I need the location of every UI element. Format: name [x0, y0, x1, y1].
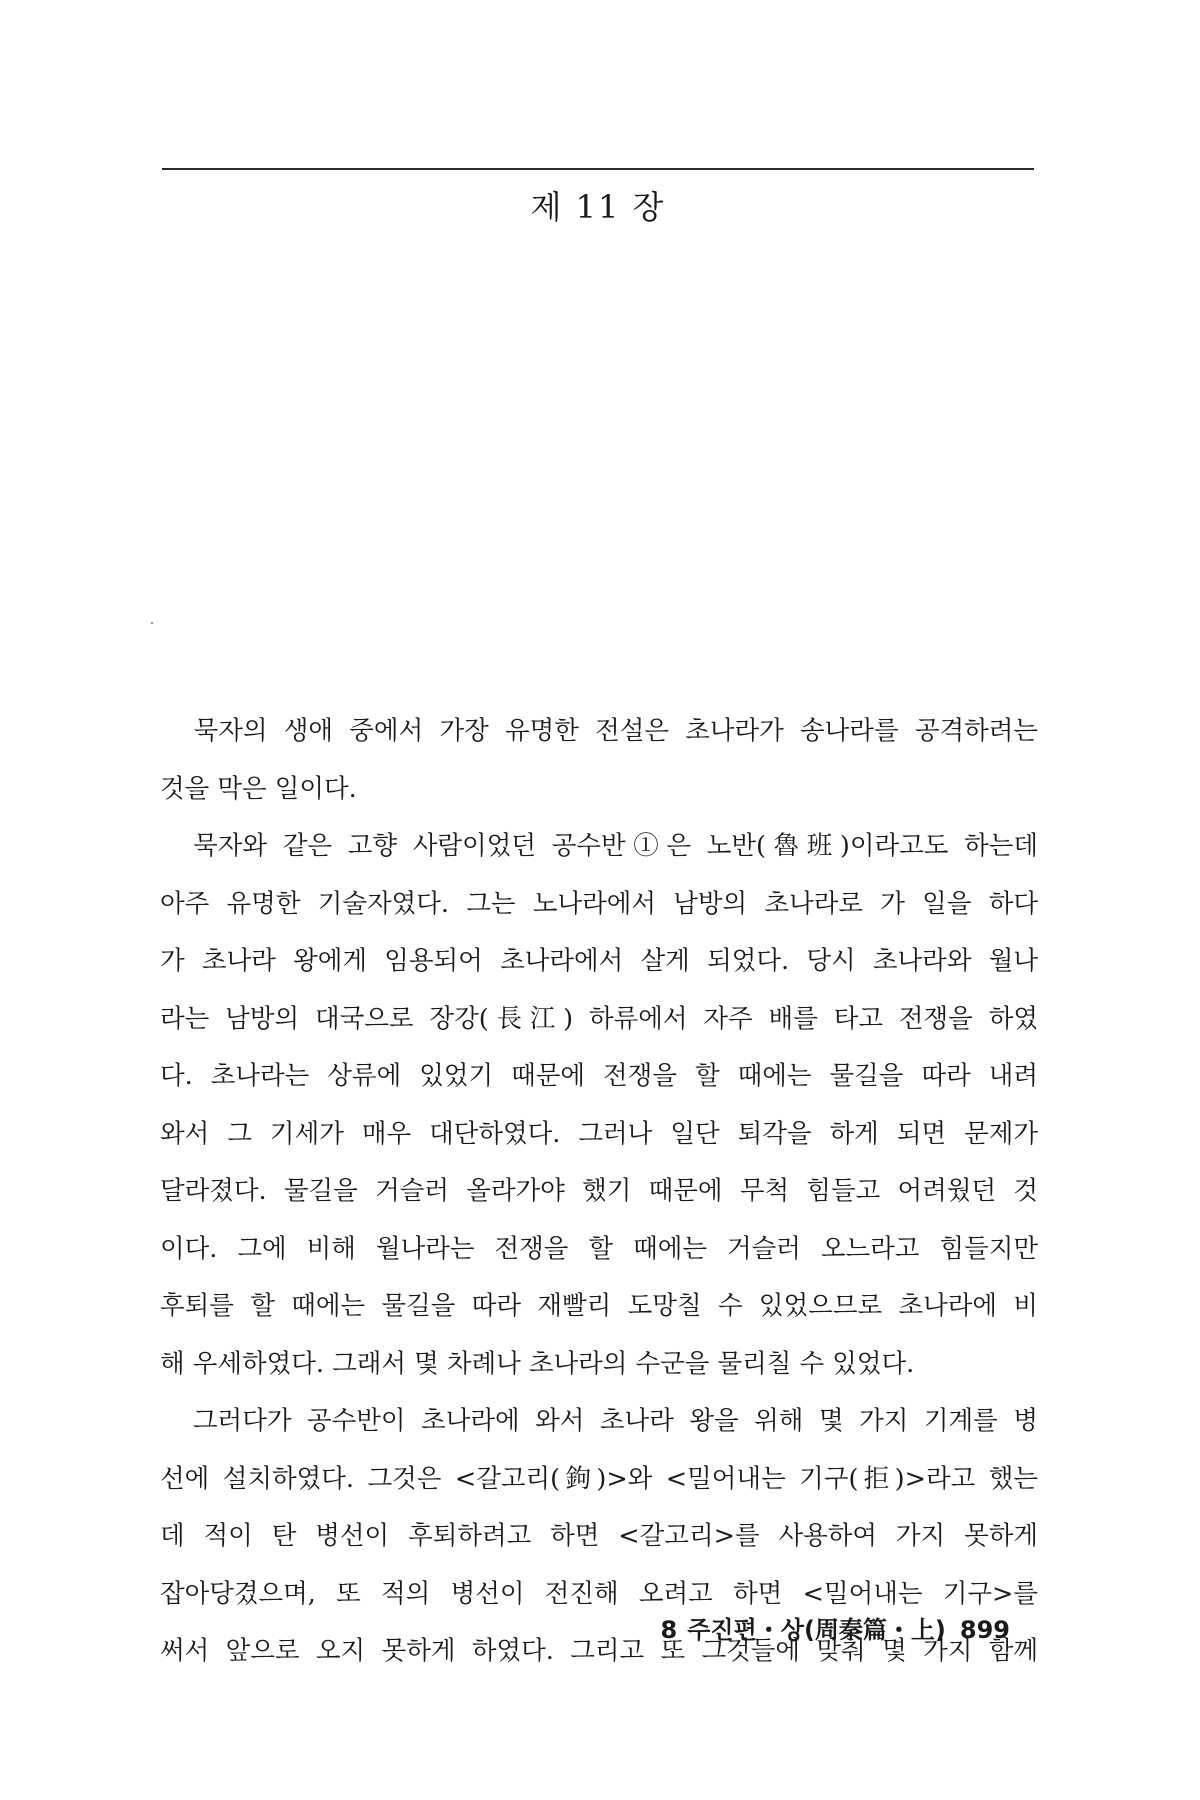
page-number: 899	[959, 1616, 1010, 1644]
body-line: 묵자와 같은 고향 사람이었던 공수반①은 노반(魯班)이라고도 하는데	[160, 831, 1038, 861]
body-line: 것을 막은 일이다.	[160, 773, 357, 804]
chapter-title: 제 11 장	[530, 188, 666, 226]
body-line: 달라졌다. 물길을 거슬러 올라가야 했기 때문에 무척 힘들고 어려웠던 것	[160, 1176, 1038, 1206]
page-speck	[151, 622, 153, 624]
body-line: 가 초나라 왕에게 임용되어 초나라에서 살게 되었다. 당시 초나라와 월나	[160, 946, 1038, 976]
body-line: 아주 유명한 기술자였다. 그는 노나라에서 남방의 초나라로 가 일을 하다	[160, 888, 1038, 919]
footer-section-title: 주진편・상(周秦篇・上)	[687, 1616, 946, 1644]
running-footer	[661, 1610, 1011, 1645]
header-rule	[162, 168, 1034, 170]
body-line: 와서 그 기세가 매우 대단하였다. 그러나 일단 퇴각을 하게 되면 문제가	[160, 1118, 1038, 1149]
body-line: 선에 설치하였다. 그것은 <갈고리(鉤)>와 <밀어내는 기구(拒)>라고 했는	[160, 1463, 1038, 1494]
body-text	[160, 703, 1038, 1681]
body-line: 그러다가 공수반이 초나라에 와서 초나라 왕을 위해 몇 가지 기계를 병	[160, 1406, 1038, 1436]
body-line: 잡아당겼으며, 또 적의 병선이 전진해 오려고 하면 <밀어내는 기구>를	[160, 1578, 1038, 1609]
body-line: 다. 초나라는 상류에 있었기 때문에 전쟁을 할 때에는 물길을 따라 내려	[160, 1061, 1038, 1091]
body-line: 라는 남방의 대국으로 장강(長江) 하류에서 자주 배를 타고 전쟁을 하였	[160, 1003, 1038, 1034]
body-line: 이다. 그에 비해 월나라는 전쟁을 할 때에는 거슬러 오느라고 힘들지만	[160, 1233, 1038, 1264]
footer-section-number: 8	[660, 1616, 678, 1644]
body-line: 써서 앞으로 오지 못하게 하였다. 그리고 또 그것들에 맞춰 몇 가지 함께	[160, 1636, 1038, 1666]
body-line: 묵자의 생애 중에서 가장 유명한 전설은 초나라가 송나라를 공격하려는	[160, 716, 1038, 746]
body-line: 데 적이 탄 병선이 후퇴하려고 하면 <갈고리>를 사용하여 가지 못하게	[160, 1521, 1038, 1551]
body-line: 후퇴를 할 때에는 물길을 따라 재빨리 도망칠 수 있었으므로 초나라에 비	[160, 1291, 1038, 1321]
body-line: 해 우세하였다. 그래서 몇 차례나 초나라의 수군을 물리칠 수 있었다.	[160, 1348, 915, 1379]
